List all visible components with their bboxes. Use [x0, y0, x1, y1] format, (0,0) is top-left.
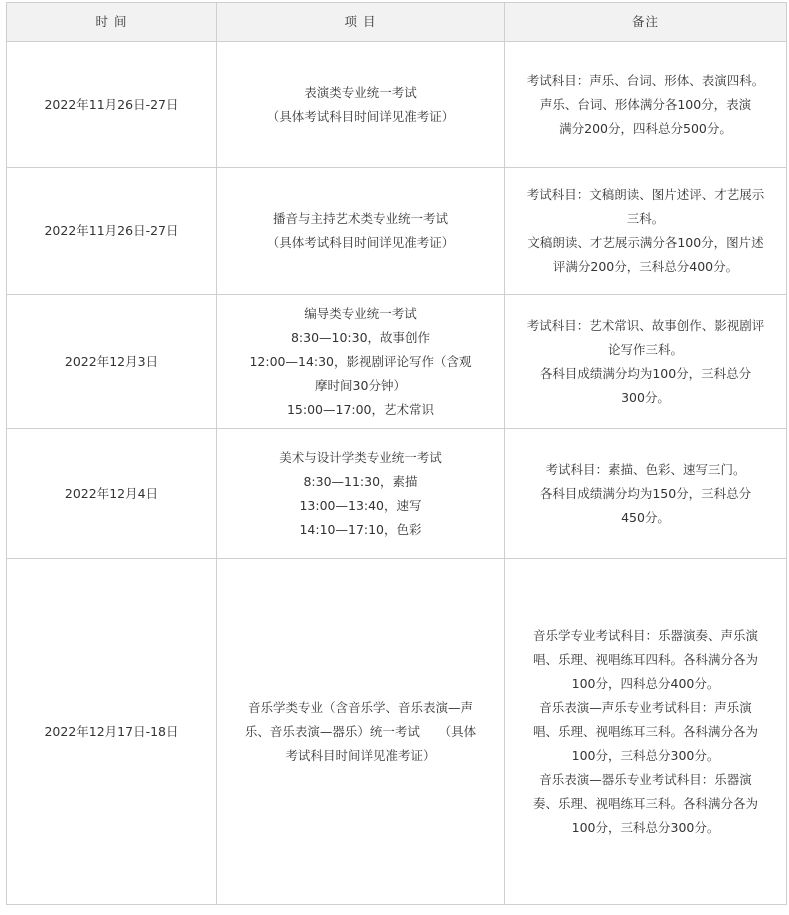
row-project [217, 429, 505, 559]
row-note [505, 295, 787, 429]
row-time: 2022年12月3日 [7, 295, 217, 429]
row-time: 2022年11月26日-27日 [7, 42, 217, 168]
note-line: 音乐表演—器乐专业考试科目：乐器演 [539, 771, 752, 787]
note-line: 100分，三科总分300分。 [571, 819, 720, 835]
table-row [7, 295, 787, 429]
note-line: 奏、乐理、视唱练耳三科。各科满分各为 [532, 795, 758, 811]
row-project [217, 559, 505, 905]
note-line: 100分，四科总分400分。 [571, 675, 720, 691]
note-line: 声乐、台词、形体满分各100分，表演 [539, 96, 752, 112]
table-row [7, 42, 787, 168]
table-row [7, 559, 787, 905]
note-line: 考试科目：素描、色彩、速写三门。 [545, 461, 746, 477]
project-line: 12:00—14:30，影视剧评论写作（含观 [249, 353, 472, 369]
note-line: 论写作三科。 [607, 341, 683, 357]
note-line: 各科目成绩满分均为150分，三科总分 [539, 485, 752, 501]
project-line: 13:00—13:40，速写 [299, 497, 422, 513]
table-row [7, 168, 787, 295]
note-line: 450分。 [621, 509, 670, 525]
project-line: （具体考试科目时间详见准考证） [266, 108, 455, 124]
header-project: 项 目 [217, 3, 505, 42]
project-line: 表演类专业统一考试 [304, 84, 417, 100]
note-line: 唱、乐理、视唱练耳三科。各科满分各为 [532, 723, 758, 739]
note-line: 考试科目：文稿朗读、图片述评、才艺展示 [526, 187, 765, 202]
row-project [217, 295, 505, 429]
row-time: 2022年11月26日-27日 [7, 168, 217, 295]
row-note [505, 42, 787, 168]
project-line: 播音与主持艺术类专业统一考试 [272, 211, 448, 226]
project-line: 考试科目时间详见准考证） [285, 747, 436, 763]
project-line: 8:30—11:30，素描 [303, 473, 418, 489]
note-line: 100分，三科总分300分。 [571, 747, 720, 763]
note-line: 音乐表演—声乐专业考试科目：声乐演 [539, 699, 752, 715]
note-line: 考试科目：艺术常识、故事创作、影视剧评 [526, 317, 765, 333]
row-project [217, 168, 505, 295]
table-row [7, 429, 787, 559]
row-note [505, 559, 787, 905]
row-time: 2022年12月4日 [7, 429, 217, 559]
project-line: 乐、音乐表演—器乐）统一考试 （具体 [244, 723, 477, 739]
row-time: 2022年12月17日-18日 [7, 559, 217, 905]
note-line: 音乐学专业考试科目：乐器演奏、声乐演 [532, 627, 758, 643]
header-note: 备注 [505, 3, 787, 42]
project-line: 摩时间30分钟） [315, 377, 406, 393]
note-line: 三科。 [626, 211, 665, 226]
row-note [505, 429, 787, 559]
note-line: 唱、乐理、视唱练耳四科。各科满分各为 [532, 651, 758, 667]
row-project [217, 42, 505, 168]
project-line: 编导类专业统一考试 [304, 305, 417, 321]
note-line: 各科目成绩满分均为100分，三科总分 [539, 365, 752, 381]
table-header-row [7, 3, 787, 42]
project-line: （具体考试科目时间详见准考证） [266, 235, 455, 250]
project-line: 8:30—10:30，故事创作 [290, 329, 431, 345]
note-line: 考试科目：声乐、台词、形体、表演四科。 [526, 72, 765, 88]
note-line: 评满分200分，三科总分400分。 [552, 259, 739, 274]
note-line: 满分200分，四科总分500分。 [559, 120, 732, 136]
project-line: 14:10—17:10，色彩 [299, 521, 422, 537]
note-line: 300分。 [621, 389, 670, 405]
note-line: 文稿朗读、才艺展示满分各100分，图片述 [527, 235, 764, 250]
project-line: 音乐学类专业（含音乐学、音乐表演—声 [247, 699, 473, 715]
row-note [505, 168, 787, 295]
project-line: 美术与设计学类专业统一考试 [279, 449, 442, 465]
header-time: 时 间 [7, 3, 217, 42]
exam-schedule-table [6, 2, 787, 905]
project-line: 15:00—17:00，艺术常识 [286, 401, 435, 417]
